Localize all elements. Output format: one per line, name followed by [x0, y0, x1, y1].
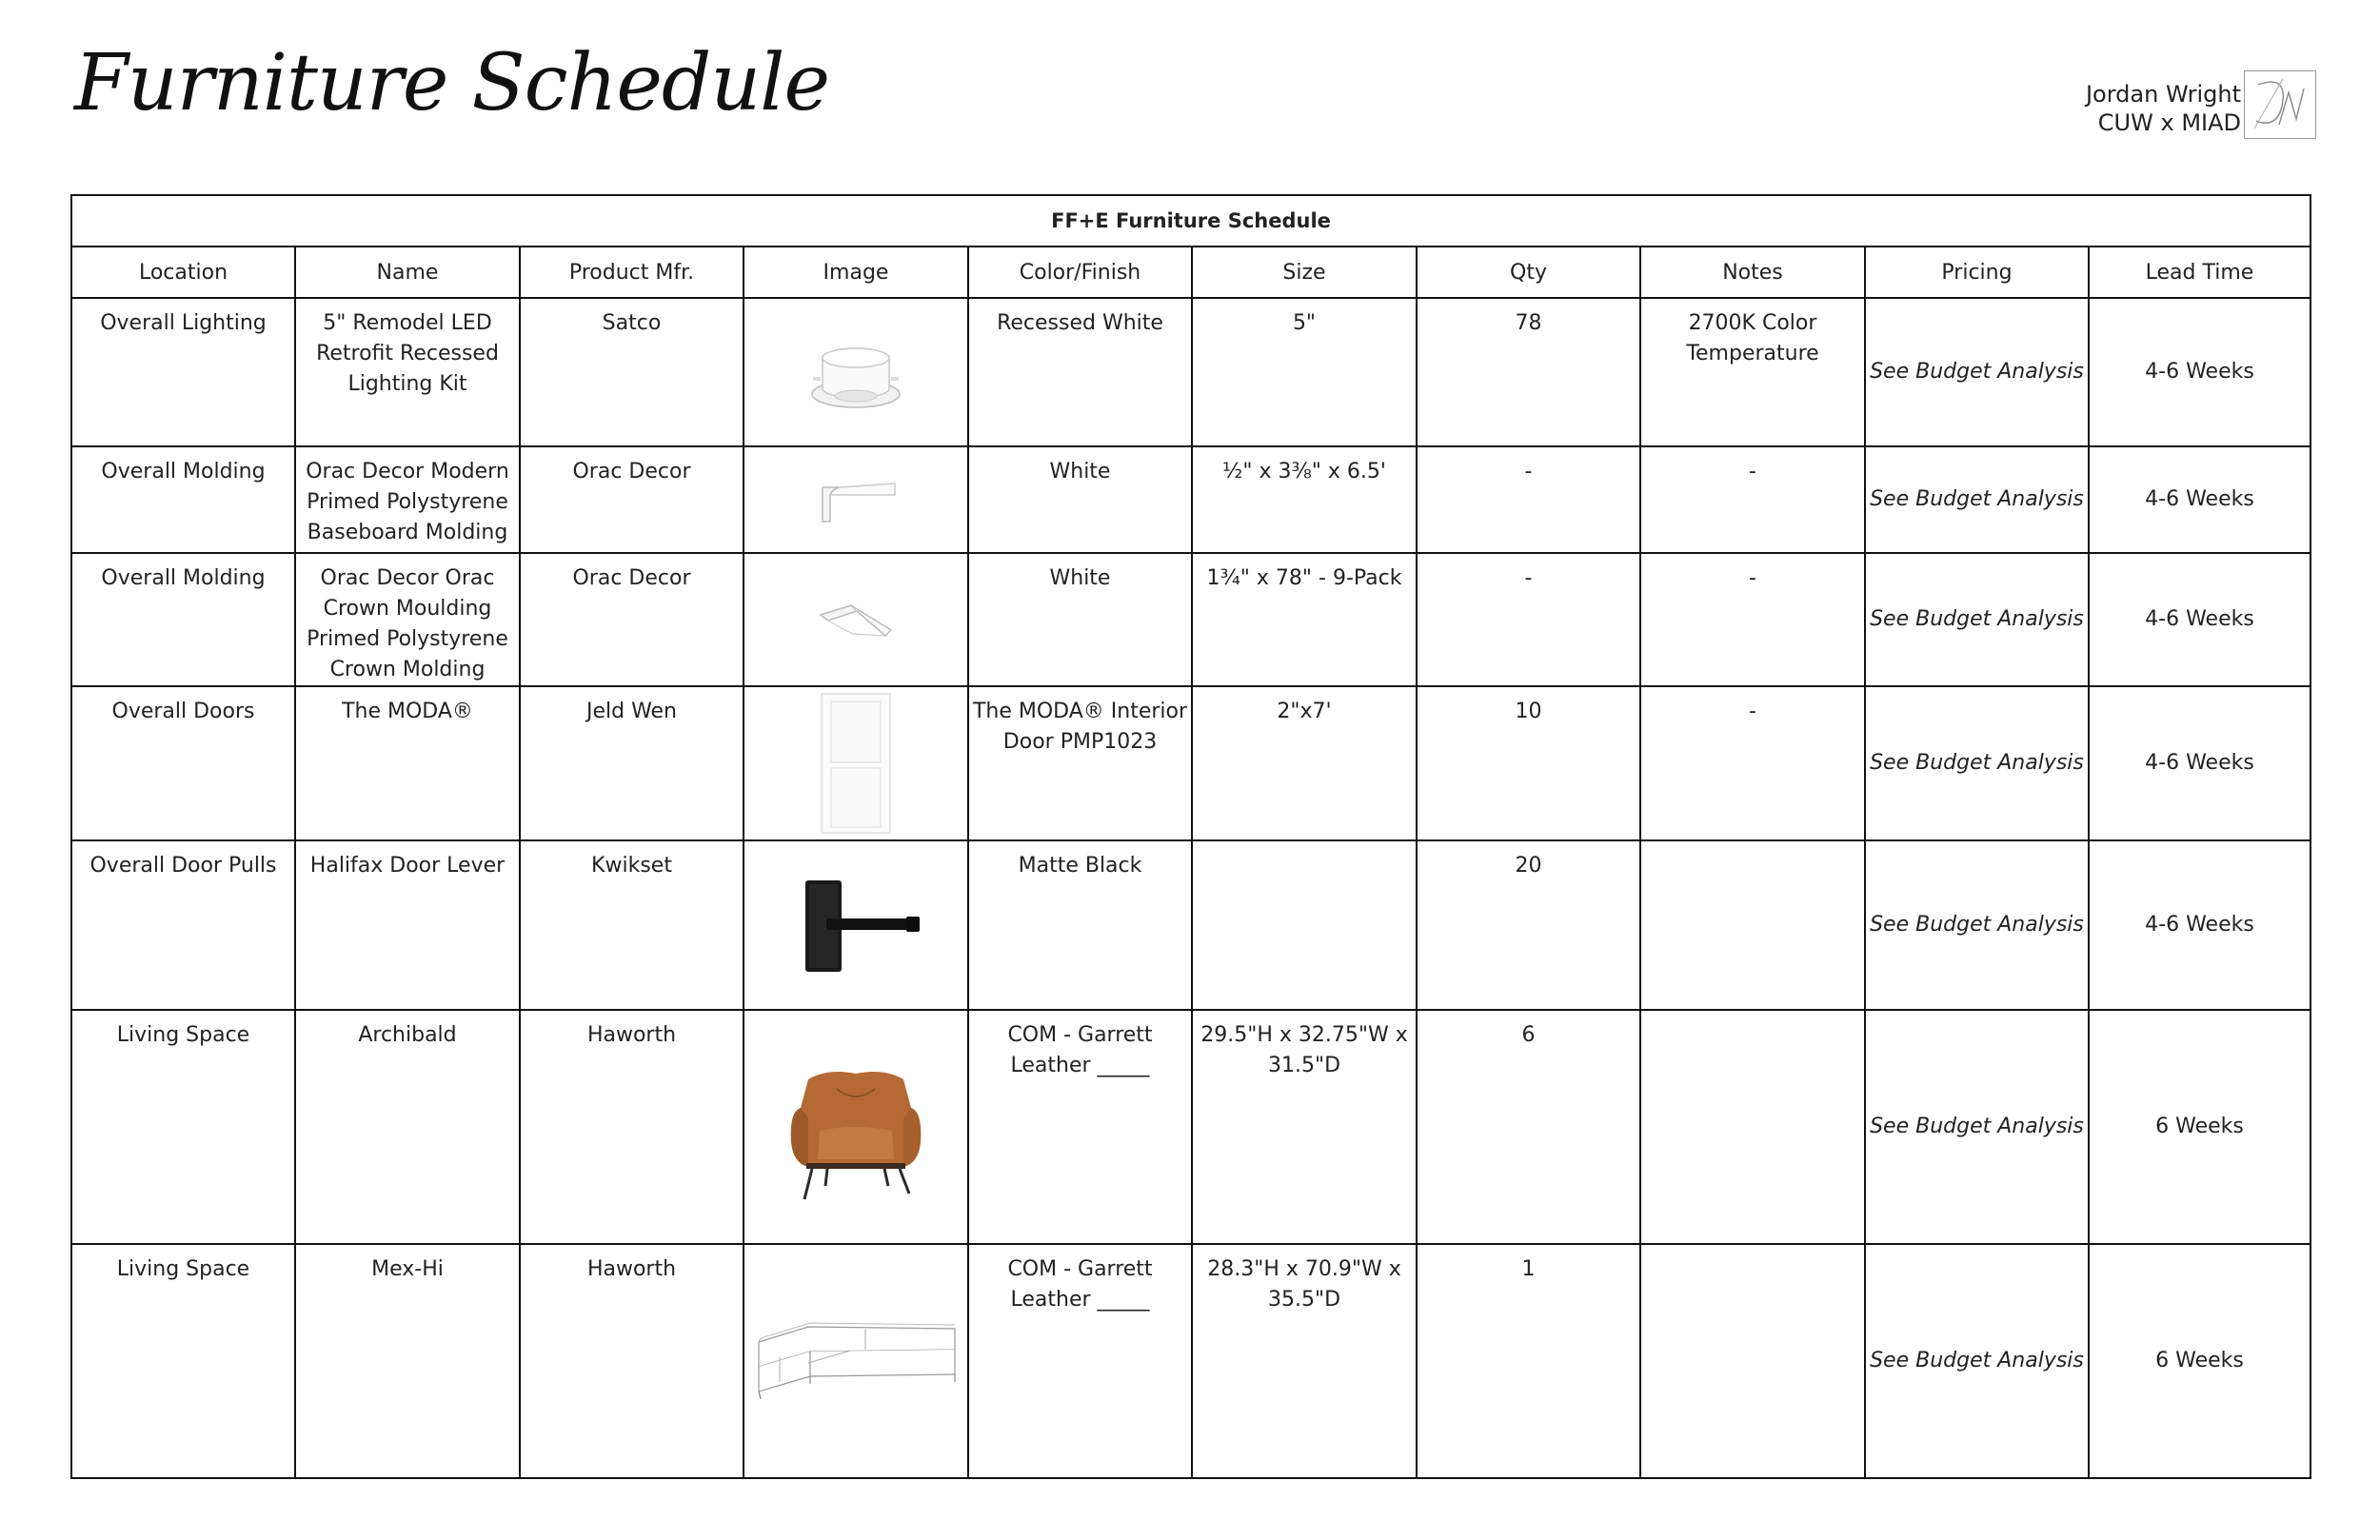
sofa-icon [751, 1304, 961, 1418]
cell-qty: - [1417, 553, 1640, 686]
header-location: Location [71, 247, 295, 298]
cell-pricing: See Budget Analysis [1865, 446, 2089, 553]
cell-qty: 20 [1417, 840, 1640, 1010]
cell-color: White [968, 553, 1192, 686]
cell-image [744, 553, 968, 686]
lounge-chair-icon [770, 1051, 942, 1203]
cell-lead-time: 4-6 Weeks [2089, 446, 2311, 553]
cell-color: The MODA® Interior Door PMP1023 [968, 686, 1192, 840]
furniture-schedule-table [70, 194, 2311, 1479]
cell-pricing: See Budget Analysis [1865, 686, 2089, 840]
table-caption: FF+E Furniture Schedule [71, 195, 2311, 247]
cell-location: Overall Lighting [71, 298, 295, 446]
cell-notes: 2700K Color Temperature [1640, 298, 1865, 446]
cell-mfr: Jeld Wen [520, 686, 744, 840]
cell-location: Overall Molding [71, 446, 295, 553]
cell-pricing: See Budget Analysis [1865, 1244, 2089, 1478]
header-name: Name [295, 247, 520, 298]
header-image: Image [744, 247, 968, 298]
cell-name: The MODA® [295, 686, 520, 840]
cell-lead-time: 4-6 Weeks [2089, 298, 2311, 446]
cell-location: Overall Doors [71, 686, 295, 840]
page-title: Furniture Schedule [74, 38, 829, 128]
cell-qty: 10 [1417, 686, 1640, 840]
header-pricing: Pricing [1865, 247, 2089, 298]
cell-size: 2"x7' [1192, 686, 1417, 840]
cell-name: Orac Decor Orac Crown Moulding Primed Polystyrene Crown Molding [295, 553, 520, 686]
cell-location: Living Space [71, 1010, 295, 1244]
table-row [71, 686, 2311, 840]
author-program: CUW x MIAD [2097, 109, 2241, 136]
cell-notes [1640, 1244, 1865, 1478]
cell-size [1192, 840, 1417, 1010]
cell-qty: 1 [1417, 1244, 1640, 1478]
cell-notes: - [1640, 686, 1865, 840]
cell-name: 5" Remodel LED Retrofit Recessed Lighting Kit [295, 298, 520, 446]
interior-door-icon [818, 692, 894, 835]
cell-name: Mex-Hi [295, 1244, 520, 1478]
cell-lead-time: 4-6 Weeks [2089, 686, 2311, 840]
cell-location: Overall Door Pulls [71, 840, 295, 1010]
cell-qty: 6 [1417, 1010, 1640, 1244]
header-row [71, 247, 2311, 298]
cell-image [744, 446, 968, 553]
cell-mfr: Orac Decor [520, 446, 744, 553]
cell-lead-time: 6 Weeks [2089, 1244, 2311, 1478]
cell-lead-time: 6 Weeks [2089, 1010, 2311, 1244]
cell-image [744, 298, 968, 446]
cell-color: COM - Garrett Leather _____ [968, 1010, 1192, 1244]
cell-qty: - [1417, 446, 1640, 553]
cell-pricing: See Budget Analysis [1865, 840, 2089, 1010]
cell-pricing: See Budget Analysis [1865, 1010, 2089, 1244]
cell-size: 29.5"H x 32.75"W x 31.5"D [1192, 1010, 1417, 1244]
author-name: Jordan Wright [2085, 81, 2241, 108]
header-notes: Notes [1640, 247, 1865, 298]
table-row [71, 298, 2311, 446]
door-lever-icon [784, 873, 927, 977]
cell-pricing: See Budget Analysis [1865, 298, 2089, 446]
cell-color: Recessed White [968, 298, 1192, 446]
cell-mfr: Kwikset [520, 840, 744, 1010]
cell-name: Halifax Door Lever [295, 840, 520, 1010]
cell-pricing: See Budget Analysis [1865, 553, 2089, 686]
cell-notes [1640, 840, 1865, 1010]
cell-color: COM - Garrett Leather _____ [968, 1244, 1192, 1478]
cell-mfr: Haworth [520, 1244, 744, 1478]
cell-color: Matte Black [968, 840, 1192, 1010]
cell-notes: - [1640, 553, 1865, 686]
cell-name: Orac Decor Modern Primed Polystyrene Baseboard Molding [295, 446, 520, 553]
cell-lead-time: 4-6 Weeks [2089, 553, 2311, 686]
cell-mfr: Haworth [520, 1010, 744, 1244]
jw-logo-icon [2244, 70, 2316, 139]
cell-size: 5" [1192, 298, 1417, 446]
table-row [71, 553, 2311, 686]
cell-lead-time: 4-6 Weeks [2089, 840, 2311, 1010]
cell-image [744, 1010, 968, 1244]
baseboard-molding-icon [803, 466, 908, 533]
cell-location: Overall Molding [71, 553, 295, 686]
cell-notes: - [1640, 446, 1865, 553]
cell-size: 28.3"H x 70.9"W x 35.5"D [1192, 1244, 1417, 1478]
table-row [71, 840, 2311, 1010]
table-row [71, 1010, 2311, 1244]
cell-size: 1¾" x 78" - 9-Pack [1192, 553, 1417, 686]
header-lead-time: Lead Time [2089, 247, 2311, 298]
cell-mfr: Orac Decor [520, 553, 744, 686]
cell-color: White [968, 446, 1192, 553]
header-color: Color/Finish [968, 247, 1192, 298]
cell-mfr: Satco [520, 298, 744, 446]
cell-size: ½" x 3⅜" x 6.5' [1192, 446, 1417, 553]
cell-image [744, 686, 968, 840]
cell-notes [1640, 1010, 1865, 1244]
header-size: Size [1192, 247, 1417, 298]
crown-molding-icon [803, 586, 908, 653]
cell-name: Archibald [295, 1010, 520, 1244]
header-mfr: Product Mfr. [520, 247, 744, 298]
header-qty: Qty [1417, 247, 1640, 298]
cell-image [744, 840, 968, 1010]
author-block [2086, 80, 2241, 137]
cell-qty: 78 [1417, 298, 1640, 446]
led-downlight-icon [784, 320, 927, 424]
table-row [71, 446, 2311, 553]
cell-image [744, 1244, 968, 1478]
table-row [71, 1244, 2311, 1478]
cell-location: Living Space [71, 1244, 295, 1478]
